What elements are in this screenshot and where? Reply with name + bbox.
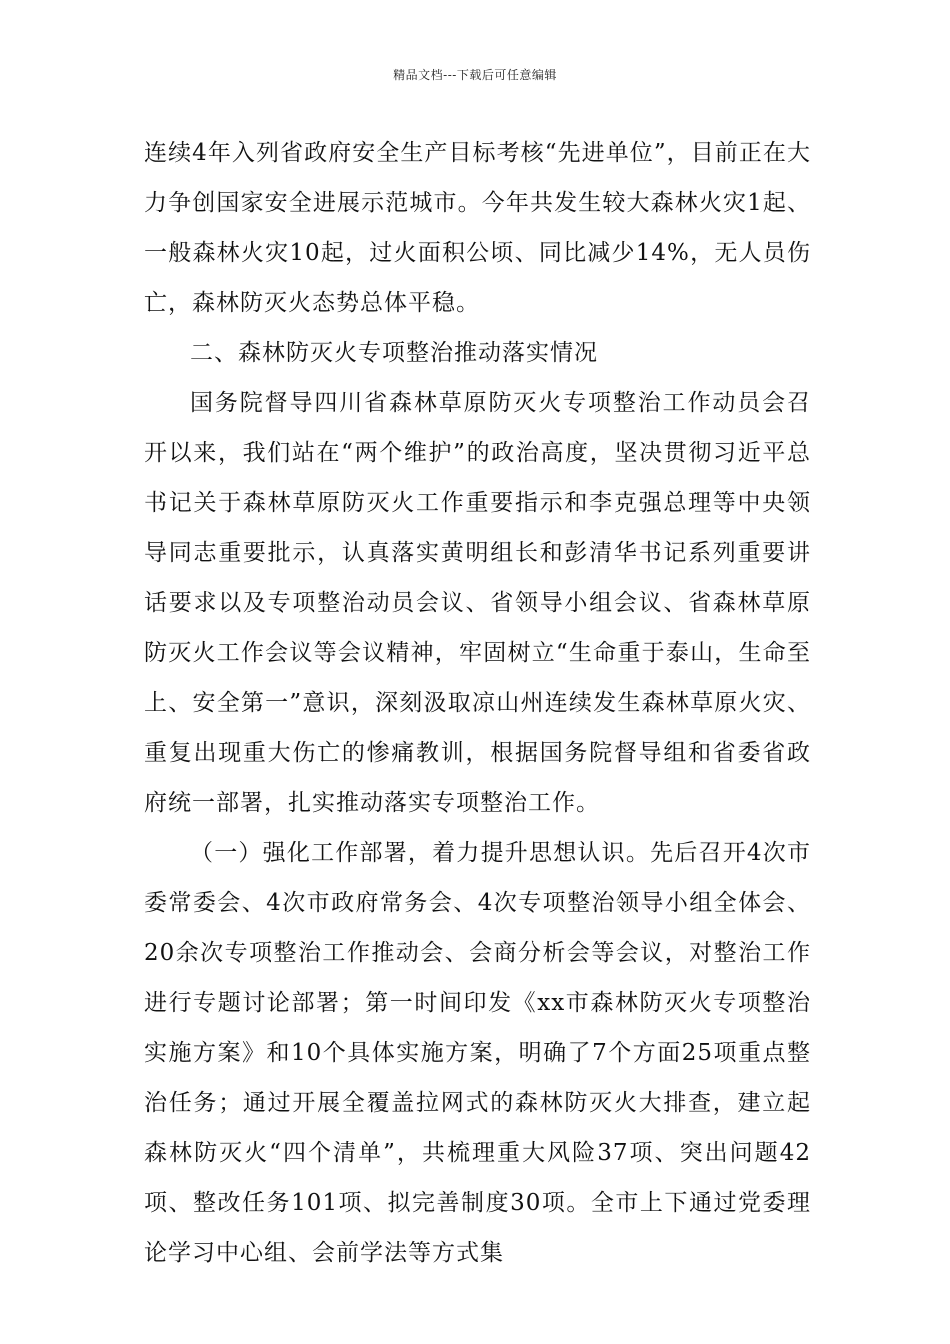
paragraph-intro: 国务院督导四川省森林草原防灭火专项整治工作动员会召开以来，我们站在“两个维护”的政治高度，坚决贯彻习近平总书记关于森林草原防灭火工作重要指示和李克强总理等中央领导同志重要批示，认真落实黄明组长和彭清华书记系列重要讲话要求以及专项整治动员会议、省领导小组会议、省森林草原防灭火工作会议等会议精神，牢固树立“生命重于泰山，生命至上、安全第一”意识，深刻汲取凉山州连续发生森林草原火灾、重复出现重大伤亡的惨痛教训，根据国务院督导组和省委省政府统一部署，扎实推动落实专项整治工作。 [144, 390, 811, 816]
section-heading: 二、森林防灭火专项整治推动落实情况 [190, 340, 598, 366]
page-header: 精品文档---下载后可任意编辑 [393, 68, 557, 82]
paragraph-continuation: 连续4年入列省政府安全生产目标考核“先进单位”，目前正在大力争创国家安全进展示范城市。今年共发生较大森林火灾1起、一般森林火灾10起，过火面积公顷、同比减少14%，无人员伤亡，森林防灭火态势总体平稳。 [144, 140, 811, 316]
document-body [144, 128, 811, 1278]
paragraph-subsection-1: （一）强化工作部署，着力提升思想认识。先后召开4次市委常委会、4次市政府常务会、4次专项整治领导小组全体会、20余次专项整治工作推动会、会商分析会等会议，对整治工作进行专题讨论部署；第一时间印发《xx市森林防灭火专项整治实施方案》和10个具体实施方案，明确了7个方面25项重点整治任务；通过开展全覆盖拉网式的森林防灭火大排查，建立起森林防灭火“四个清单”，共梳理重大风险37项、突出问题42项、整改任务101项、拟完善制度30项。全市上下通过党委理论学习中心组、会前学法等方式集 [144, 840, 811, 1266]
